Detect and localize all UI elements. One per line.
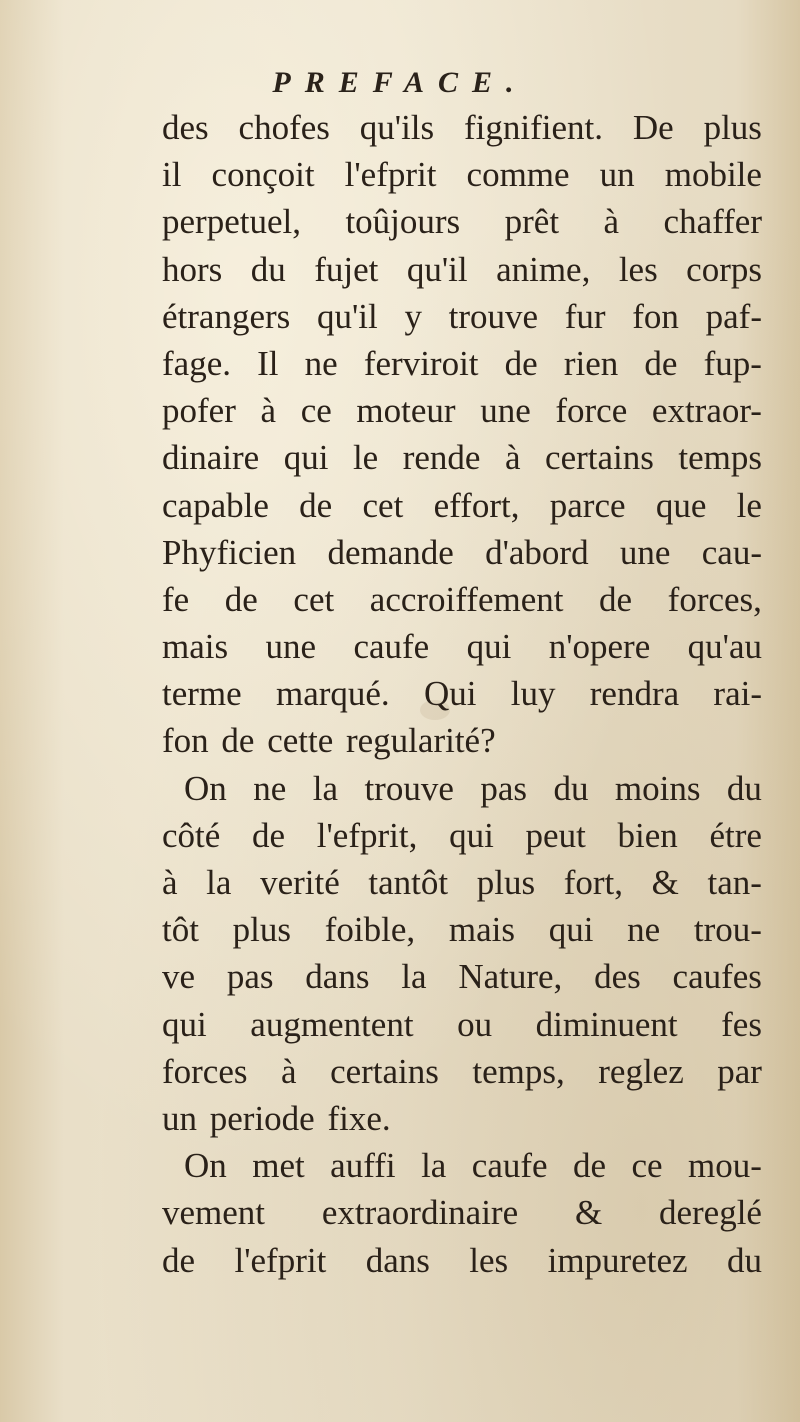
text-line: capable de cet effort, parce que le [162,485,762,525]
text-line: On ne la trouve pas du moins du [184,768,762,808]
text-line: fage. Il ne ferviroit de rien de fup- [162,343,762,383]
text-line: fon de cette regularité? [162,721,496,761]
text-line: fe de cet accroiffement de forces, [162,579,762,619]
text-line: côté de l'efprit, qui peut bien étre [162,815,762,855]
page-text-body [162,104,762,1284]
text-line: On met auffi la caufe de ce mou- [184,1146,762,1186]
text-line: hors du fujet qu'il anime, les corps [162,249,762,289]
text-line: un periode fixe. [162,1098,391,1138]
text-line: à la verité tantôt plus fort, & tan- [162,863,762,902]
text-line: terme marqué. Qui luy rendra rai- [162,674,762,714]
text-line: ve pas dans la Nature, des caufes [162,957,762,997]
text-line: de l'efprit dans les impuretez du [162,1240,762,1280]
text-line: Phyficien demande d'abord une cau- [162,532,762,572]
text-line: vement extraordinaire & dereglé [162,1193,762,1233]
text-line: il conçoit l'efprit comme un mobile [162,155,762,195]
text-line: étrangers qu'il y trouve fur fon paf- [162,296,762,336]
text-line: tôt plus foible, mais qui ne trou- [162,910,762,950]
page-running-header: PREFACE. [272,66,528,99]
text-line: mais une caufe qui n'opere qu'au [162,627,762,667]
text-line: dinaire qui le rende à certains temps [162,438,762,478]
text-line: qui augmentent ou diminuent fes [162,1004,762,1044]
text-line: perpetuel, toûjours prêt à chaffer [162,202,762,242]
text-line: forces à certains temps, reglez par [162,1051,762,1091]
text-line: des chofes qu'ils fignifient. De plus [162,108,762,147]
text-line: pofer à ce moteur une force extraor- [162,391,762,431]
